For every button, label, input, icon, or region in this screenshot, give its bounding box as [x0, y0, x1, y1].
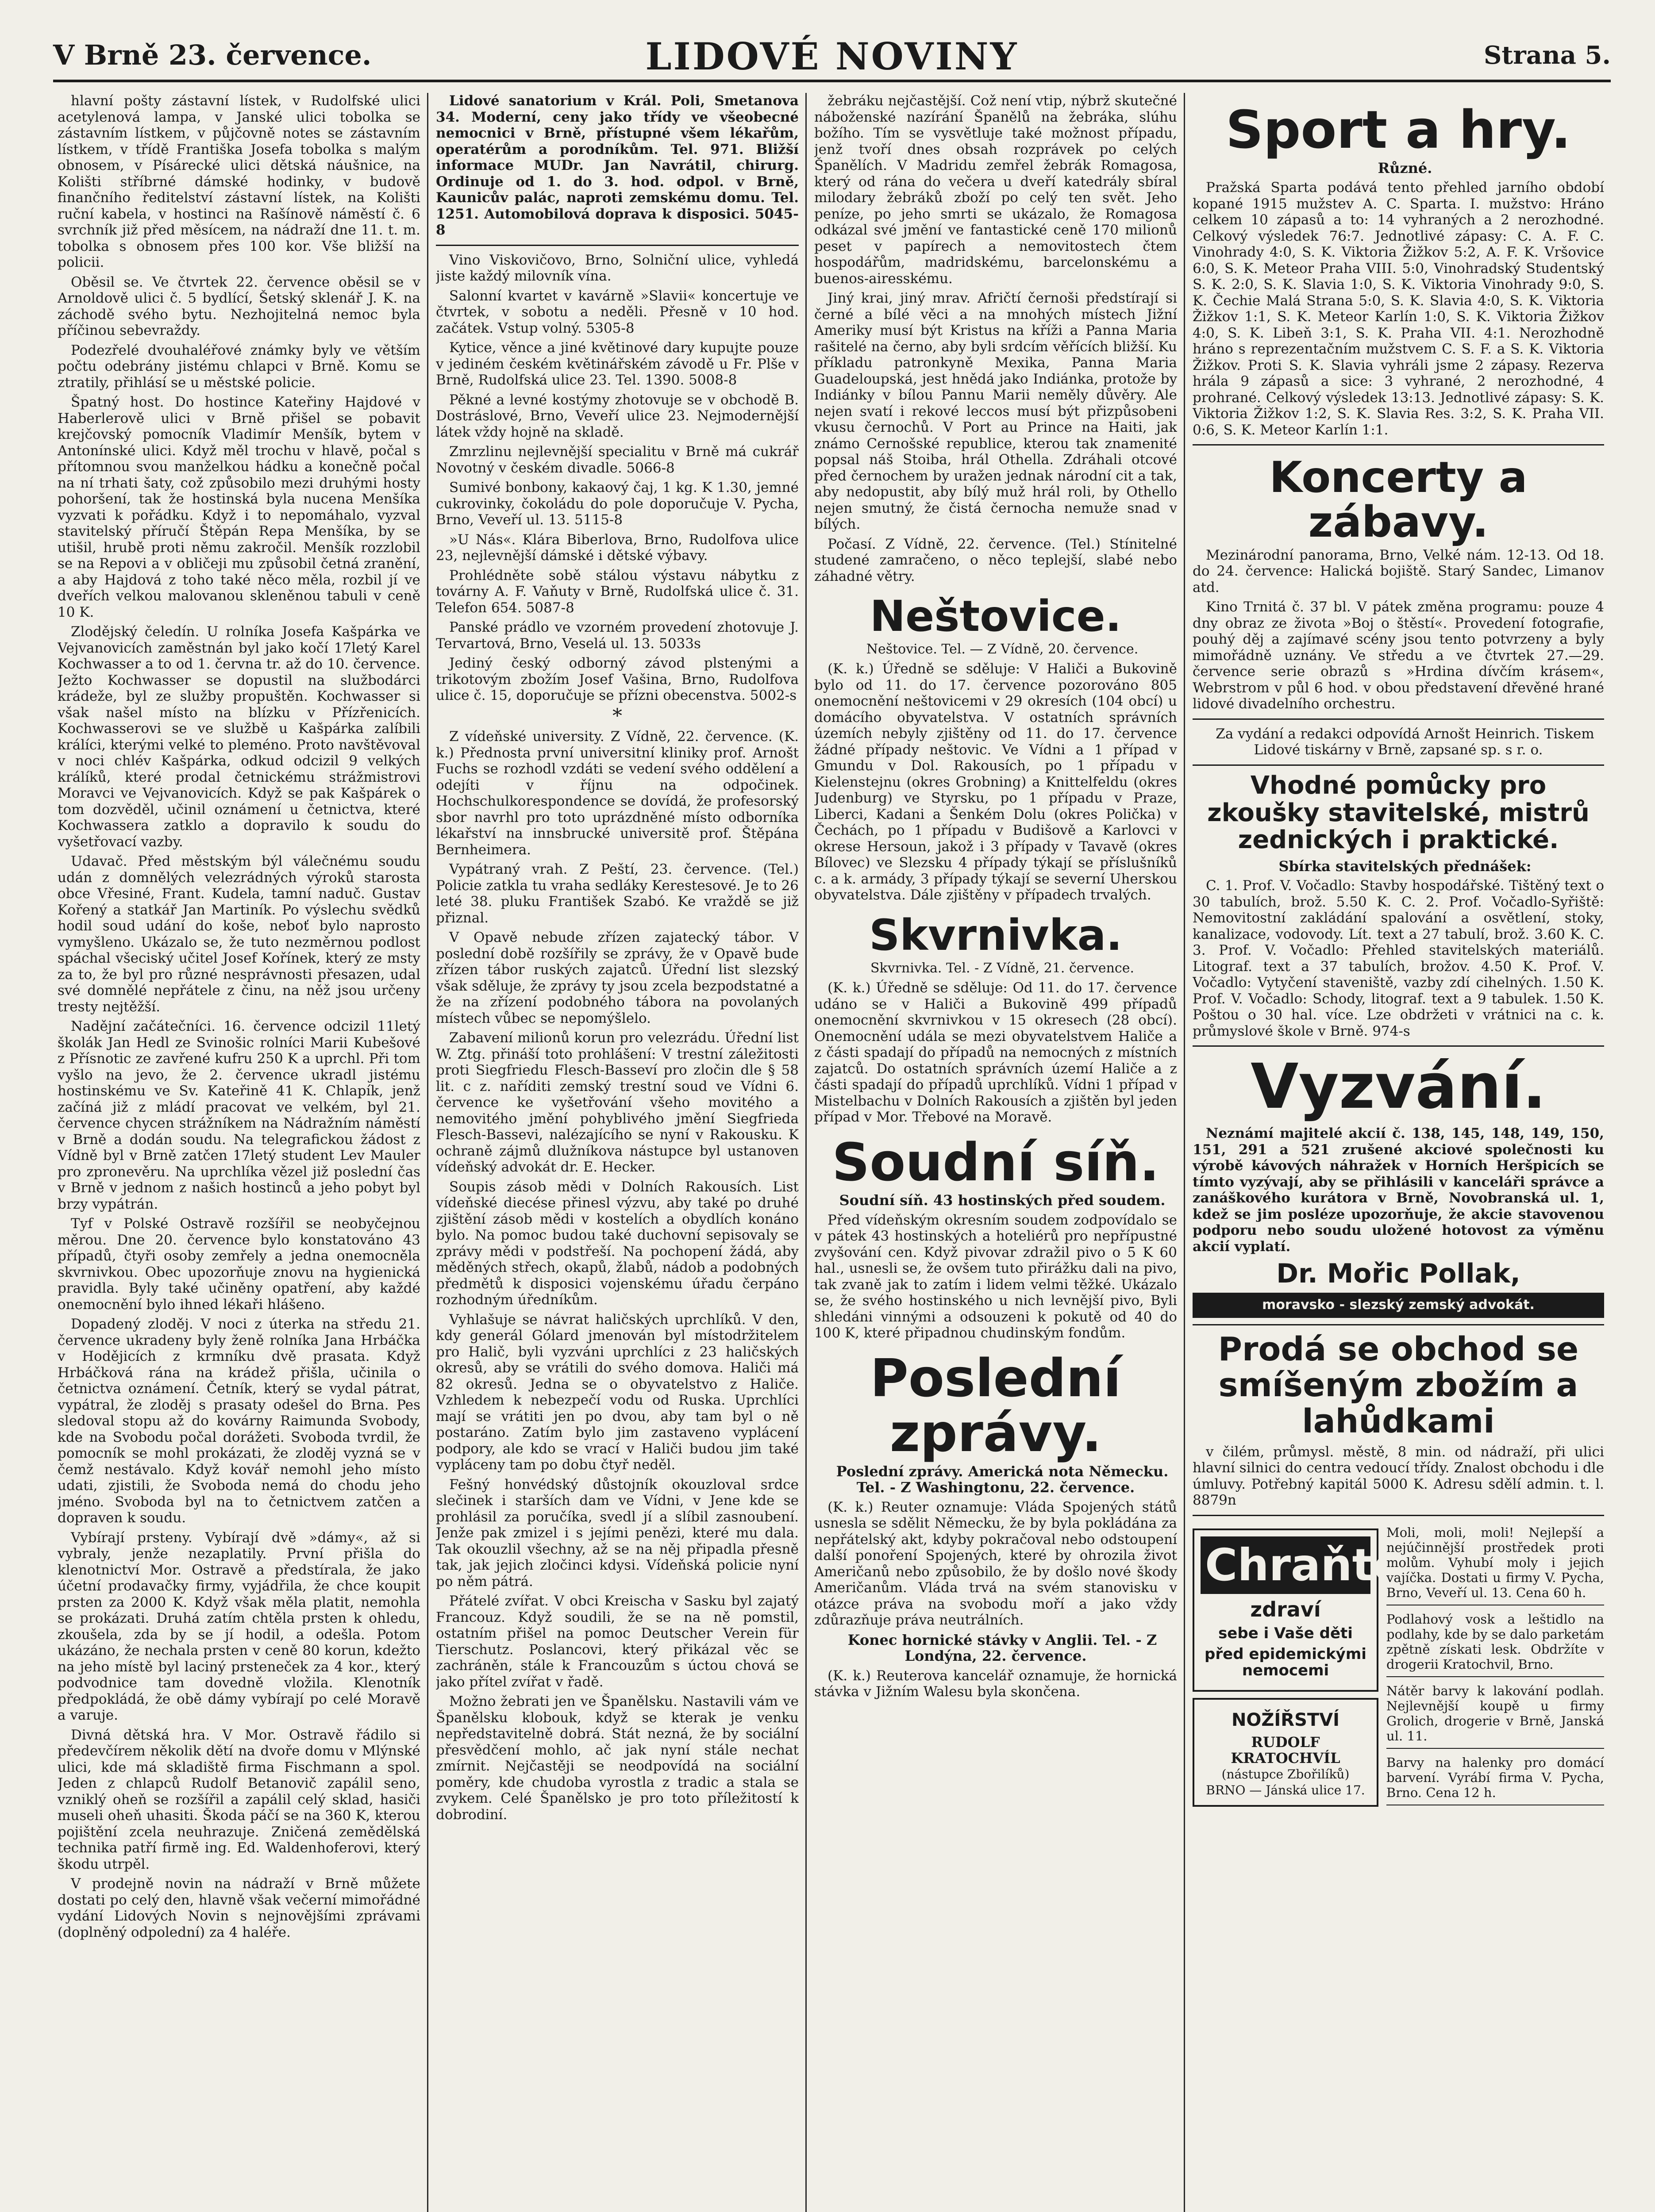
column-3 — [814, 93, 1177, 2212]
ad-small-item: Podlahový vosk a leštidlo na podlahy, kde by se dalo parketám zpětně získati lesk. Obdržíte v drogerii Kratochvil, Brno. — [1386, 1609, 1604, 1677]
article-paragraph: Soupis zásob mědi v Dolních Rakousích. List vídeňské diecése přinesl výzvu, aby také po druhé zjištění zásob mědi v kostelích a obydlích konáno bylo. Na pomoc budou také duchovní sepisovaly se zprávy mědi v podstřeší. Na pochopení žádá, aby měděných střech, okapů, žlabů, nádob a podobných předmětů k disposici vojenskému úřadu čerpáno rozhodným úředníkům. — [436, 1179, 799, 1308]
ad-advocate-title: moravsko - slezský zemský advokát. — [1193, 1293, 1604, 1318]
article-paragraph: (K. k.) Reuterova kancelář oznamuje, že hornická stávka v Jižním Walesu byla skončena. — [814, 1667, 1177, 1700]
article-paragraph: Možno žebrati jen ve Španělsku. Nastavili vám ve Španělsku klobouk, když se kterak je venku nepředstavitelně dobrá. Stát nezná, že by sociální přesvědčení mohlo, ač jak nyní stále nechat zmírnit. Nejčastěji se neodpovídá na sociální poměry, kde chudoba vyrostla z tradic a stala se zvykem. Celé Španělsko je pro toto příležitostí k dobrodiní. — [436, 1694, 799, 1823]
divider — [1193, 1324, 1604, 1325]
article-paragraph: hlavní pošty zástavní lístek, v Rudolfské ulici acetylenová lampa, v Janské ulici tobolka se zástavním lístkem, v půjčovně notes se zástavním lístkem, v třídě Františka Josefa tobolka s malým obnosem, v Písárecké ulici dětská náušnice, na Kolišti stříbrné dámské hodinky, v budově finančního ředitelství zástavní lístek, na Kolišti ruční kabela, v hostinci na Rašínově náměstí č. 6 svrchník již před měsícem, na nádraží dne 11. t. m. tobolka s obnosem přes 100 kor. Vše bližší na policii. — [58, 93, 420, 270]
article-paragraph: Podezřelé dvouhaléřové známky byly ve větším počtu odebrány jistému chlapci v Brně. Komu se ztratily, přihlásí se u městské policie. — [58, 342, 420, 391]
article-paragraph: Fešný honvédský důstojník okouzloval srdce slečinek i starších dam ve Vídni, v Jene kde se prohlásil za poručíka, svedl jí a slíbil zasnoubení. Jenže pak zmizel i s jejími penězi, které mu dala. Tak okouzlil všechny, až se na něj připadla přesně tak, jak jejich zločinci kdysi. Vídeňská policie nyní po něm pátrá. — [436, 1476, 799, 1590]
section-heading-koncerty: Koncerty a zábavy. — [1269, 453, 1528, 547]
ad-paragraph: »U Nás«. Klára Biberlova, Brno, Rudolfova ulice 23, nejlevnější dámské i dětské výbavy. — [436, 531, 799, 564]
article-paragraph: žebráku nejčastější. Což není vtip, nýbrž skutečné náboženské nazírání Španělů na žebráka, slúhu božího. Tím se vysvětluje také možnost případu, jenž tvoří dnes obsah rozprávek po celých Španělích. V Madridu zemřel žebrák Romagosa, který od rána do večera u dveří katedrály sbíral milodary žebráků zboží po celý ten svět. Jeho peníze, po jeho smrti se ukázalo, že Romagosa odkázal své jmění ve fantastické ceně 170 milionů peset v papírech a nemovitostech čtem hospodářům, madridskému, barcelonskému a buenos-airesskému. — [814, 93, 1177, 287]
ad-cutler — [1193, 1698, 1378, 1807]
ad-chrante-sub2: před epidemickými nemocemi — [1205, 1645, 1366, 1680]
article-paragraph: Před vídeňským okresním soudem zodpovídalo se v pátek 43 hostinských a hoteliérů pro nepřípustné zvyšování cen. Když pivovar zdražil pivo o 5 K 60 hal., usnesli se, že ovšem tuto přirážku dali na pivo, tak zvaně jak to zatím i lidem velmi těžké. Ukázalo se, že svého hostinského u nich levnější pivo, Byli shledáni vinnými a odsouzeni k pokutě od 40 do 100 K, které připadnou chudinským fondům. — [814, 1212, 1177, 1341]
divider — [1193, 718, 1604, 720]
article-paragraph: Udavač. Před městským býl válečnému soudu udán z domnělých velezrádných výroků starosta obce Vřesiné, Frant. Kudela, tamní naduč. Gustav Kořený a statkář Jan Martiník. Po výslechu svědků hodil soud udání do koše, neboť bylo naprosto vymyšleno. Ukázalo se, že tuto nezměrnou podlost spáchal všeciský učitel Josef Kořínek, který ze msty za to, že byl pro různé nesprávnosti přesazen, udal své domnělé nepřátele z činu, na něž jsou určeny tresty nejtěžší. — [58, 853, 420, 1015]
divider — [436, 245, 799, 246]
divider — [1193, 1045, 1604, 1047]
section-heading-skvrnivka: Skvrnivka. — [869, 910, 1122, 960]
ad-paragraph: Zmrzlinu nejlevnější specialitu v Brně má cukrář Novotný v českém divadle. 5066-8 — [436, 444, 799, 476]
masthead-page-number: Strana 5. — [1483, 41, 1611, 70]
masthead-date: V Brně 23. července. — [53, 39, 372, 71]
article-paragraph: Nadějní začátečníci. 16. července odcizil 11letý školák Jan Hedl ze Svinošic rolníci Marii Kubešové z Přísnotic ze zavřené kufru 250 K a uprchl. Při tom vyšlo na jevo, že 2. července ukradl jistému hostinskému ve Sv. Kateřině 41 K. Chlapík, jenž začíná již z mládí pracovat ve velkém, byl 21. července chycen strážníkem na Nádražním náměstí v Brně a dodán soudu. Na telegrafickou žádost z Vídně byl v Brně zatčen 17letý student Lev Mauler pro zpronevěru. Na uprchlíka vězel již poslední čas v Brně v jednom z našich hostinců a jeho pobyt byl brzy vypátrán. — [58, 1018, 420, 1212]
article-paragraph: Špatný host. Do hostince Kateřiny Hajdové v Haberlerově ulici v Brně přišel se pobavit krejčovský pomocník Vladimír Menšík, bytem v Antonínské ulici. Když měl trochu v hlavě, počal s přítomnou svou manželkou hádku a konečně počal na ní trhati šaty, což způsobilo mezi druhými hosty pohoršení, tak že hostinská byla nucena Menšíka vyzvati k pořádku. Když i to nepomáhalo, vyzval stavitelský příručí Štěpán Repa Menšíka, by se utišil, hrubě proti němu zakročil. Menšík rozzlobil se na Repovi a v obličeji mu způsobil četná zranění, a aby Hajdová z toho také něco měla, rozbil jí ve dveřích velkou malovanou skleněnou tabuli v ceně 10 K. — [58, 394, 420, 620]
article-paragraph: (K. k.) Reuter oznamuje: Vláda Spojených států usnesla se sdělit Německu, že by byla pokládána za nepřátelský akt, kdyby pokračoval nebo odstoupení další ponoření Spojených, které by ohrozila život Američanů nebo způsobilo, že by došlo nové škody Američanům. Vláda trvá na svém stanovisku v otázce práva na svobodu moří a jako vždy zdůrazňuje práva neutrálních. — [814, 1499, 1177, 1628]
ad-cutler-title: NOŽÍŘSTVÍ — [1231, 1709, 1340, 1730]
sub-heading: Konec hornické stávky v Anglii. Tel. - Z Londýna, 22. července. — [847, 1631, 1157, 1665]
ad-cutler-name: RUDOLF KRATOCHVÍL — [1231, 1733, 1340, 1767]
article-paragraph: Dopadený zloděj. V noci z úterka na středu 21. července ukradeny byly ženě rolníka Jana Hrbáčka v Hodějicích z krmníku dvě prasata. Když Hrbáčková rána na krádež přišla, učinila o četnictva oznámení. Četník, který se vydal pátrat, vypátral, že zloděj s prasaty odešel do Brna. Pes sledoval stopu až do kovárny Raimunda Svobody, kde na Svobodu počal dorážeti. Svoboda tvrdil, že pomocník se mohl prokázati, že zloděj vyzná se v čemž nestávalo. Když kovář nemohl jeho místo udati, zjistili, že Svoboda nemá do chodu jeho jméno. Svoboda byl na to četnictvem zatčen a dopraven k soudu. — [58, 1316, 420, 1526]
ad-chrante-title: Chraňte — [1201, 1536, 1370, 1594]
ad-paragraph: v čilém, průmysl. městě, 8 min. od nádraží, při ulici hlavní silnici do centra vedoucí třídy. Znalost obchodu i dle úmluvy. Potřebný kapitál 5000 K. Adresu sdělí admin. t. l. 8879n — [1193, 1444, 1604, 1509]
article-paragraph: Mezinárodní panorama, Brno, Velké nám. 12-13. Od 18. do 24. července: Halická bojiště. Starý Sandec, Limanov atd. — [1193, 547, 1604, 595]
ad-chrante-sub: zdraví — [1250, 1597, 1321, 1621]
ad-chrante-left — [1193, 1522, 1404, 1813]
sub-heading: Sbírka stavitelských přednášek: — [1278, 857, 1532, 875]
column-rule — [1184, 93, 1185, 2212]
article-paragraph: Vybírají prsteny. Vybírají dvě »dámy«, až si vybraly, jenže nezaplatily. První přišla do klenotnictví Mor. Ostravě a předstírala, že jako účetní prodavačky firmy, vyjádřila, že chce koupit prsten za 2000 K. Když však měla platit, nemohla se prokázati. Druhá zatím chtěla prsten k ohledu, zkoušela, zda by se jí hodil, a odešla. Potom ukázáno, že nechala prsten v ceně 80 korun, kdežto na jeho místě byl laciný prsteneček za 4 kor., který podvodnice tam dovedně vložila. Klenotník předpokládá, že obě dámy vybírají po celé Moravě a varuje. — [58, 1529, 420, 1723]
article-paragraph: Kino Trnitá č. 37 bl. V pátek změna programu: pouze 4 dny obraz ze života »Boj o štěstí«. Provedení fotografie, pouhý děj a zajímavé scény jsou tento potvrzeny a byly mimořádně uznány. Ve středu a ve čtvrtek 27.—29. července serie obrazů s »Hrdina dívčím krásem«, Webrstrom v půl 6 hod. v obou představení dřevěné hrané lidové divadelního orchestru. — [1193, 599, 1604, 712]
article-paragraph: Jiný krai, jiný mrav. Afričtí černoši předstírají si černé a bílé věci a na mnohých místech Jižní Ameriky musí být Kristus na kříži a Panna Maria rašitelé na černo, aby byli srdcím věřících bližší. Ku příkladu patronkyně Mexika, Panna Maria Guadeloupská, jest hnědá jako Indiánka, protože by Indiánky v bílou Pannu Marii neměly důvěry. Ale nejen svatí i rekové leccos musí být přizpůsobeni vkusu černochů. V Port au Prince na Haiti, jak známo Cernošské republice, kterou tak znamenité popsal náš Stoiba, hrál Othella. Zdráhali otcové před černochem by uražen jednak národní cit a tak, aby nedopustit, aby bílý muž hrál roli, by Othello nejen smutný, že čistá černocha nemuže snad v bílých. — [814, 290, 1177, 532]
ad-small-list — [1386, 1522, 1604, 1813]
ad-paragraph: Panské prádlo ve vzorném provedení zhotovuje J. Tervartová, Brno, Veselá ul. 13. 5033s — [436, 619, 799, 652]
divider — [1193, 1515, 1604, 1516]
ad-paragraph: Pěkné a levné kostýmy zhotovuje se v obchodě B. Dostráslové, Brno, Veveří ulice 23. Nejmodernější látek vždy hojně na skladě. — [436, 392, 799, 440]
masthead — [53, 31, 1611, 82]
article-paragraph: Oběsil se. Ve čtvrtek 22. července oběsil se v Arnoldově ulici č. 5 bydlící, Šetský sklenář J. K. na záchodě svého bytu. Nezhojitelná nemoc byla příčinou sebevraždy. — [58, 274, 420, 338]
ad-paragraph: C. 1. Prof. V. Vočadlo: Stavby hospodářské. Tištěný text o 30 tabulích, brož. 5.50 K. C. 2. Prof. Vočadlo-Syřiště: Nemovitostní zakládání spalování a osvětlení, stoky, kanalizace, vodovody. Lít. text a 27 tabulí, brož. 3.60 K. C. 3. Prof. V. Vočadlo: Přehled stavitelských materiálů. Litograf. text a 37 tabulích, brožov. 4.50 K. Prof. V. Vočadlo: Vytyčení staveniště, vazby zdí cihelných. 1.50 K. Prof. V. Vočadlo: Schody, litograf. text a 9 tabulek. 1.50 K. Poštou o 30 hal. více. Lze obdržeti v vrátnici na c. k. průmyslové škole v Brně. 974-s — [1193, 878, 1604, 1039]
imprint: Za vydání a redakci odpovídá Arnošt Heinrich. Tiskem Lidové tiskárny v Brně, zapsané sp. s r. o. — [1216, 726, 1594, 758]
divider — [1193, 444, 1604, 445]
ad-paragraph: Salonní kvartet v kavárně »Slavii« koncertuje ve čtvrtek, v sobotu a neděli. Přesně v 10 hod. začátek. Vstup volný. 5305-8 — [436, 288, 799, 336]
ad-advocate-name: Dr. Mořic Pollak, — [1276, 1258, 1520, 1290]
sub-heading: Soudní síň. 43 hostinských před soudem. — [839, 1192, 1166, 1209]
sub-heading: Poslední zprávy. Americká nota Německu. Tel. - Z Washingtonu, 22. července. — [836, 1463, 1169, 1496]
ad-paragraph: Neznámí majitelé akcií č. 138, 145, 148, 149, 150, 151, 291 a 521 zrušené akciové společnosti ku výrobě kávových náhražek v Horních Heršpicích se tímto vyzývají, aby se přihlásili v kanceláři správce a zanáškového kurátora v Brně, Novobranská ul. 1, kdež se jim posléze upozorňuje, že akcie stavovenou podporu nebo soudu uložené hotovost za výměnu akcií vyplatí. — [1193, 1125, 1604, 1255]
dateline: Neštovice. Tel. — Z Vídně, 20. července. — [866, 641, 1139, 657]
column-4 — [1193, 93, 1604, 2212]
ad-cutler-text: (nástupce Zbořilíků) BRNO — Jánská ulice 17. — [1206, 1767, 1365, 1798]
ad-paragraph: Kytice, věnce a jiné květinové dary kupujte pouze v jediném českém květinářském závodě u Fr. Plše v Brně, Rudolfská ulice 23. Tel. 1390. 5008-8 — [436, 340, 799, 388]
article-paragraph: Vypátraný vrah. Z Peští, 23. července. (Tel.) Policie zatkla tu vraha sedláky Kerestesové. Je to 26 leté 38. pluku František Szabó. Ke vraždě se již přiznal. — [436, 861, 799, 926]
section-heading-nestovice: Neštovice. — [870, 591, 1122, 641]
article-paragraph: Tyf v Polské Ostravě rozšířil se neobyčejnou měrou. Dne 20. července bylo konstatováno 43 případů, čtyři osoby zemřely a jedna onemocněla skvrnivkou. Obec upozorňuje znovu na hygienická pravidla. Byly také učiněny opatření, aby každé onemocnění bylo ihned lékaři hlášeno. — [58, 1216, 420, 1313]
section-heading-posledni-zpravy: Poslední zprávy. — [870, 1347, 1121, 1463]
ad-paragraph: Lidové sanatorium v Král. Poli, Smetanova 34. Moderní, ceny jako třídy ve všeobecné nemocnici v Brně, přístupné všem lékařům, operatérům a porodníkům. Tel. 971. Bližší informace MUDr. Jan Navrátil, chirurg. Ordinuje od 1. do 3. hod. odpol. v Brně, Kaunicův palác, naproti zemskému domu. Tel. 1251. Automobilová doprava k disposici. 5045-8 — [436, 93, 799, 238]
ad-paragraph: Prohlédněte sobě stálou výstavu nábytku z továrny A. F. Vaňuty v Brně, Rudolfská ulice č. 31. Telefon 654. 5087-8 — [436, 567, 799, 616]
ad-title-vyzvani: Vyzvání. — [1251, 1051, 1546, 1123]
masthead-title: LIDOVÉ NOVINY — [645, 35, 1019, 78]
divider — [1193, 764, 1604, 766]
ad-small-item: Nátěr barvy k lakování podlah. Nejlevnější koupě u firmy Grolich, drogerie v Brně, Janská ul. 11. — [1386, 1681, 1604, 1749]
article-paragraph: Vyhlašuje se návrat haličských uprchlíků. V den, kdy generál Gólard jmenován byl místodržitelem pro Halič, byli vyzváni uprchlíci z 23 haličských okresů, aby se vrátili do svého domova. Haliči má 82 okresů. Jedna se o obyvatelstvo z Haliče. Vzhledem k nebezpečí vodu od Ruska. Uprchlíci mají se vrátiti jen po dvou, aby tam byl o ně postaráno. Zatím bylo jim zastaveno vyplácení podpory, ale kdo se vrací v Haliči budou jim také vypláceny tam po dobu čtyř neděl. — [436, 1311, 799, 1473]
column-rule — [805, 93, 807, 2212]
dateline: Skvrnivka. Tel. - Z Vídně, 21. července. — [870, 960, 1135, 976]
article-paragraph: V Opavě nebude zřízen zajatecký tábor. V poslední době rozšířily se zprávy, že v Opavě bude zřízen tábor ruských zajatců. Úřední list slezský však sděluje, že zprávy ty jsou zcela bezpodstatné a že na zřízení podobného tábora na povolaných místech vůbec se nepomýšlelo. — [436, 929, 799, 1026]
section-heading-soudni-sin: Soudní síň. — [832, 1131, 1159, 1193]
column-2 — [436, 93, 799, 2212]
star-separator-icon: * — [612, 704, 622, 727]
ad-small-item: Moli, moli, moli! Nejlepší a nejúčinnější prostředek proti molům. Vyhubí moly i jejich vajíčka. Dostati u firmy V. Pycha, Brno, Veveří ul. 13. Cena 60 h. — [1386, 1522, 1604, 1605]
article-paragraph: Přátelé zvířat. V obci Kreischa v Sasku byl zajatý Francouz. Když soudili, že se na ně pomstil, ostatním přišel na pomoc Deutscher Verein für Tierschutz. Poslancovi, který přikázal věc se zachráněn, stále k Francouzům s úctou chová se jako přítel zvířat v řadě. — [436, 1593, 799, 1690]
article-paragraph: Pražská Sparta podává tento přehled jarního období kopané 1915 mužstev A. C. Sparta. I. mužstvo: Hráno celkem 10 zápasů a to: 14 vyhraných a 2 nerozhodné. Celkový výsledek 76:7. Jednotlivé zápasy: C. A. F. C. Vinohrady 4:0, S. K. Viktoria Žižkov 5:2, A. F. K. Vršovice 6:0, S. K. Meteor Praha VIII. 5:0, Vinohradský Studentský S. K. 2:0, S. K. Slavia 1:0, S. K. Viktoria Vinohrady 9:0, S. K. Čechie Malá Strana 5:0, S. K. Slavia 4:0, S. K. Viktoria Žižkov 1:1, S. K. Meteor Karlín 1:0, S. K. Viktoria Žižkov 4:0, S. K. Libeň 3:1, S. K. Praha VII. 4:1. Nerozhodně hráno s reprezentačním mužstvem C. S. F. a S. K. Viktoria Žižkov. Proti S. K. Slavia vyhráli jsme 2 zápasy. Rezerva hrála 9 zápasů a sice: 3 vyhrané, 2 nerozhodné, 4 prohrané. Celkový výsledek 13:13. Jednotlivé zápasy: S. K. Viktoria Žižkov 1:2, S. K. Slavia Res. 3:2, S. K. Praha VII. 0:6, S. K. Meteor Karlín 1:1. — [1193, 180, 1604, 438]
column-1 — [58, 93, 420, 2212]
article-paragraph: (K. k.) Úředně se sděluje: V Haliči a Bukovině bylo od 11. do 17. července pozorováno 805 onemocnění neštovicemi v 29 okresích (104 obcí) u domácího obyvatelstva. V ostatních správních územích nebyly zjištěny od 11. do 17. července žádné případy neštovic. Ve Vídni a 1 případ v Gmundu v Dol. Rakousích, po 1 případu v Kielenstejnu (okres Grobning) a Knittelfeldu (okres Judenburg) ve Styrsku, po 1 případu v Praze, Liberci, Kadani a Šenkém Dolu (okres Polička) v Čechách, po 1 případu v Budišově a Karlovci v okrese Hersoun, jakož i 3 případy v Tavavě (okres Bílovec) ve Slezsku 4 případy týkají se příslušníků c. a k. armády, 3 případy týkají se severní Uherskou obyvatelstva. Dále zjištěny v případech trvalých. — [814, 661, 1177, 903]
ad-chrante — [1193, 1522, 1604, 1813]
ad-small-item: Barvy na halenky pro domácí barvení. Vyrábí firma V. Pycha, Brno. Cena 12 h. — [1386, 1752, 1604, 1805]
article-paragraph: Z vídeňské university. Z Vídně, 22. července. (K. k.) Přednosta první universitní kliniky prof. Arnošt Fuchs se rozhodl vzdáti se vedení svého oddělení a odejíti v říjnu na odpočinek. Hochschulkorespondence se dovídá, že profesorský sbor navrhl pro toto uprázdněné místo odborníka lékařství na innsbrucké universitě prof. Štěpána Bernheimera. — [436, 729, 799, 858]
article-paragraph: Zlodějský čeledín. U rolníka Josefa Kašpárka ve Vejvanovicích zaměstnán byl jako kočí 17letý Karel Kochwasser a to od 1. června tr. až do 10. července. Ježto Kochwasser se dopustil na službodárci krádeže, byl ze služby propuštěn. Kochwasser si však našel místo na blízku v Přízřenicích. Kochwasserovi se ve službě u Kašpárka zalíbili králíci, kterými velké to pleméno. Proto navštěvoval v noci chlév Kašpárka, odkud odcizil 9 velkých králíků, které prodal četnickému strážmistrovi Moravci ve Vejvanovicích. Když se pak Kašpárek o tom dozvěděl, učinil oznámení u četnictva, které Kochwassera zatklo a dopravilo k soudu do vyšetřovací vazby. — [58, 624, 420, 850]
ad-chrante-box — [1193, 1528, 1404, 1692]
ad-paragraph: Vino Viskovičovo, Brno, Solniční ulice, vyhledá jiste každý milovník vína. — [436, 252, 799, 284]
sub-heading: Různé. — [1378, 159, 1432, 177]
article-paragraph: Počasí. Z Vídně, 22. července. (Tel.) Stínitelné studené zamračeno, o něco teplejší, slabé nebo záhadné větry. — [814, 536, 1177, 584]
section-heading-sport: Sport a hry. — [1225, 99, 1571, 160]
ad-title-pomucky: Vhodné pomůcky pro zkoušky stavitelské, mistrů zednických i praktické. — [1207, 771, 1590, 855]
ad-title-proda: Prodá se obchod se smíšeným zbožím a lahůdkami — [1218, 1330, 1579, 1440]
ad-paragraph: Jediný český odborný závod plstenými a trikotovým zbožím Josef Vašina, Brno, Rudolfova ulice č. 15, doporučuje se přízni obecenstva. 5002-s — [436, 655, 799, 703]
article-paragraph: V prodejně novin na nádraží v Brně můžete dostati po celý den, hlavně však večerní mimořádné vydání Lidových Novin s nejnovějšími zprávami (doplněný odpolední) za 4 haléře. — [58, 1876, 420, 1940]
ad-paragraph: Sumivé bonbony, kakaový čaj, 1 kg. K 1.30, jemné cukrovinky, čokoládu do pole doporučuje V. Pycha, Brno, Veveří ul. 13. 5115-8 — [436, 480, 799, 528]
article-paragraph: Zabavení milionů korun pro velezrádu. Úřední list W. Ztg. přináší toto prohlášení: V trestní záležitosti proti Siegfriedu Flesch-Basseví pro zločin dle § 58 lit. c z. naříditi zemský trestní soud ve Vídni 6. července ke vyšetřování všeho movitého a nemovitého jmění pohyblivého jmění Siegfrieda Flesch-Bassevi, nalézajícího se nyní v Rakousku. K ochraně zájmů dlužníkova nástupce byl ustanoven vídeňský advokát dr. E. Hecker. — [436, 1030, 799, 1175]
column-rule — [427, 93, 428, 2212]
ad-chrante-text: sebe i Vaše děti — [1218, 1624, 1353, 1642]
article-paragraph: (K. k.) Úředně se sděluje: Od 11. do 17. července udáno se v Haliči a Bukovině 499 případů onemocnění skvrnivkou v 15 okresech (28 obcí). Onemocnění udála se mezi obyvatelstvem Haliče a z části spadají do případů na nemocných z místních zajatců. Do ostatních správních území Haliče a z části spadají do případů uprchlíků. Vídni 1 případ v Mistelbachu v Dolních Rakousích a zjištěn byl jeden případ v Mor. Třebové na Moravě. — [814, 980, 1177, 1125]
article-paragraph: Divná dětská hra. V Mor. Ostravě řádilo si předevčírem několik dětí na dvoře domu v Mlýnské ulici, kde má skladiště firma Fischmann a spol. Jeden z chlapců Rudolf Betanovič zapálil seno, vzniklý oheň se rozšířil a zapálil celý sklad, hasiči museli oheň uhasiti. Škoda páčí se na 360 K, kterou pojištění zcela neuhrazuje. Zničená zemědělská technika patří firmě ing. Ed. Waldenhoferovi, který škodu utrpěl. — [58, 1727, 420, 1872]
